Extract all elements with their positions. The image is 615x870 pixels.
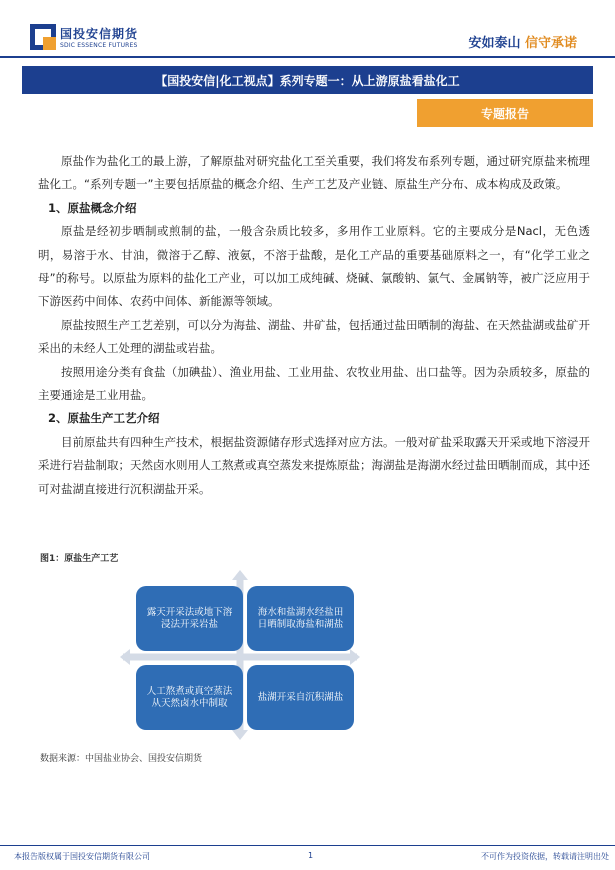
page-header (0, 0, 615, 62)
quadrant-rock-salt: 露天开采法或地下溶浸法开采岩盐 (136, 586, 243, 651)
figure-source: 数据来源：中国盐业协会、国投安信期货 (40, 754, 203, 764)
page-number: 1 (308, 851, 314, 860)
slogan-part2: 信守承诺 (524, 36, 577, 51)
company-name-cn: 国投安信期货 (60, 27, 139, 41)
company-name-en: SDIC ESSENCE FUTURES (60, 42, 138, 49)
slogan-part1: 安如泰山 (468, 36, 521, 51)
quadrant-sedimentary-lake-salt: 盐湖开采自沉积湖盐 (247, 665, 354, 730)
section1-paragraph-1: 原盐是经初步晒制或煎制的盐，一般含杂质比较多，多用作工业原料。它的主要成分是Nacl，无色透明，易溶于水、甘油，微溶于乙醇、液氨，不溶于盐酸，是化工产品的重要基础原料之一，有“化学工业之母”的称号。以原盐为原料的盐化工产业，可以加工成纯碱、烧碱、氯酸钠、氯气、金属钠等，被广泛应用于下游医药中间体、农药中间体、新能源等领域。 (38, 224, 590, 309)
report-type-badge: 专题报告 (417, 99, 593, 127)
section1-paragraph-3: 按照用途分类有食盐（加碘盐）、渔业用盐、工业用盐、农牧业用盐、出口盐等。因为杂质较多，原盐的主要通途是工业用盐。 (38, 364, 590, 403)
quadrant-sea-lake-salt: 海水和盐湖水经盐田日晒制取海盐和湖盐 (247, 586, 354, 651)
intro-paragraph: 原盐作为盐化工的最上游，了解原盐对研究盐化工至关重要，我们将发布系列专题，通过研究原盐来梳理盐化工。“系列专题一”主要包括原盐的概念介绍、生产工艺及产业链、原盐生产分布、成本构成及政策。 (38, 154, 590, 192)
footer-divider (0, 845, 615, 846)
company-slogan (468, 32, 577, 51)
company-logo-icon (30, 24, 56, 50)
figure-caption: 图1：原盐生产工艺 (40, 554, 119, 564)
section2-heading: 2、原盐生产工艺介绍 (48, 411, 160, 426)
quadrant-brine-salt: 人工熬煮或真空蒸法从天然卤水中制取 (136, 665, 243, 730)
header-divider (0, 56, 615, 58)
section1-heading: 1、原盐概念介绍 (48, 200, 137, 215)
report-title: 【国投安信|化工视点】系列专题一：从上游原盐看盐化工 (22, 66, 593, 94)
section1-paragraph-2: 原盐按照生产工艺差别，可以分为海盐、湖盐、井矿盐，包括通过盐田晒制的海盐、在天然盐湖或盐矿开采出的未经人工处理的湖盐或岩盐。 (38, 317, 590, 356)
report-body (38, 150, 590, 501)
footer-disclaimer: 不可作为投资依据，转载请注明出处 (481, 852, 609, 861)
section2-paragraph-1: 目前原盐共有四种生产技术，根据盐资源储存形式选择对应方法。一般对矿盐采取露天开采或地下溶浸开采进行岩盐制取；天然卤水则用人工熬煮或真空蒸发来提炼原盐；海湖盐是海湖水经过盐田晒制而成，其中还可对盐湖直接进行沉积湖盐开采。 (38, 434, 590, 496)
footer-copyright: 本报告版权属于国投安信期货有限公司 (14, 852, 150, 861)
production-process-diagram (120, 570, 360, 740)
